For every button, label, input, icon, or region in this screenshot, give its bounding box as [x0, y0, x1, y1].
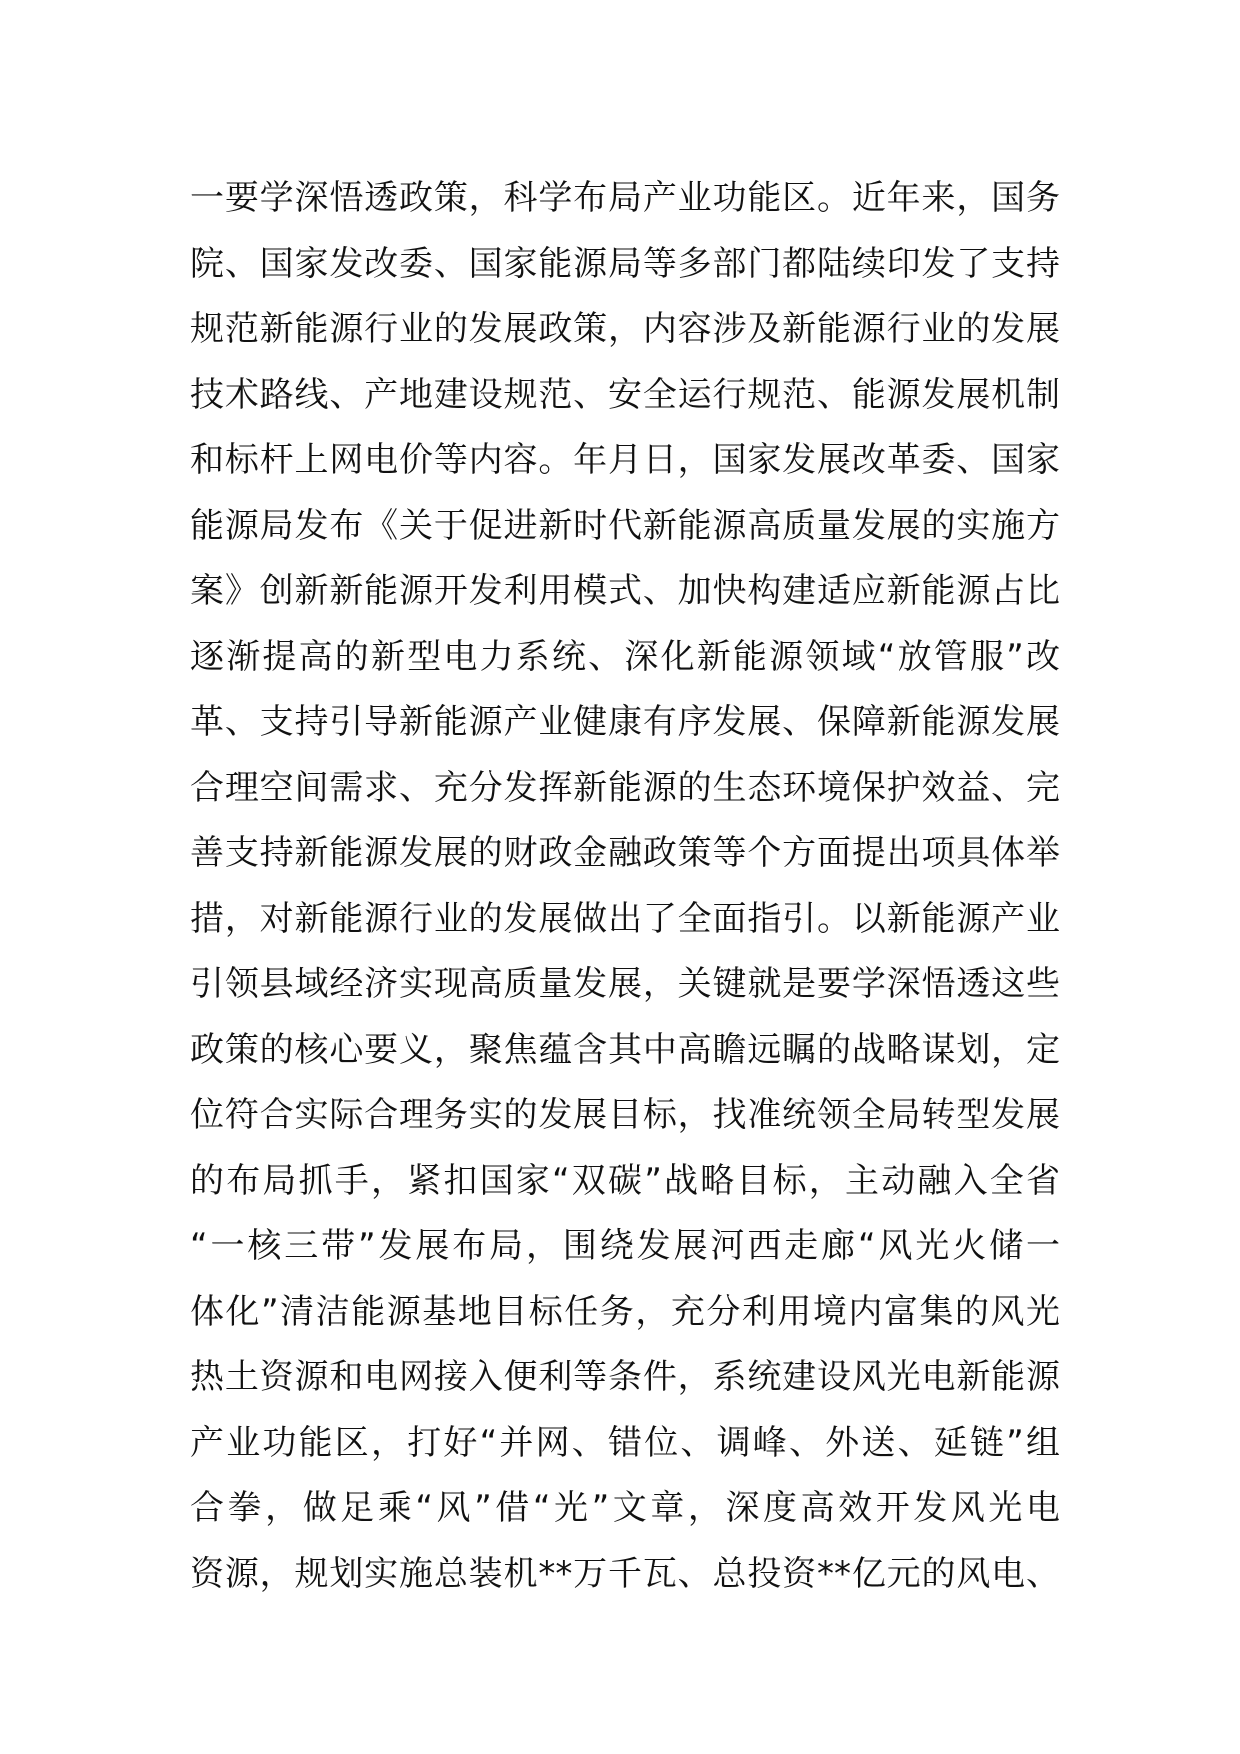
text-line-7: 案》创新新能源开发利用模式、加快构建适应新能源占比 — [190, 571, 1060, 611]
text-line-6: 能源局发布《关于促进新时代新能源高质量发展的实施方 — [190, 505, 1060, 546]
text-line-12: 措，对新能源行业的发展做出了全面指引。以新能源产业 — [190, 898, 1060, 939]
text-line-22: 资源，规划实施总装机**万千瓦、总投资**亿元的风电、 — [190, 1553, 1060, 1594]
text-line-18: 体化”清洁能源基地目标任务，充分利用境内富集的风光 — [190, 1291, 1060, 1332]
body-paragraph — [190, 166, 1060, 1607]
text-line-11: 善支持新能源发展的财政金融政策等个方面提出项具体举 — [190, 833, 1060, 873]
text-line-3: 规范新能源行业的发展政策，内容涉及新能源行业的发展 — [190, 309, 1060, 349]
text-line-8: 逐渐提高的新型电力系统、深化新能源领域“放管服”改 — [190, 636, 1060, 677]
text-line-17: “一核三带”发展布局，围绕发展河西走廊“风光火储一 — [190, 1226, 1060, 1266]
text-line-16: 的布局抓手，紧扣国家“双碳”战略目标，主动融入全省 — [190, 1160, 1060, 1201]
text-line-15: 位符合实际合理务实的发展目标，找准统领全局转型发展 — [190, 1095, 1060, 1135]
text-line-1: 一要学深悟透政策，科学布局产业功能区。近年来，国务 — [190, 178, 1060, 218]
text-line-5: 和标杆上网电价等内容。年月日，国家发展改革委、国家 — [190, 440, 1060, 480]
text-line-19: 热土资源和电网接入便利等条件，系统建设风光电新能源 — [190, 1357, 1060, 1397]
text-line-20: 产业功能区，打好“并网、错位、调峰、外送、延链”组 — [190, 1422, 1060, 1463]
text-line-14: 政策的核心要义，聚焦蕴含其中高瞻远瞩的战略谋划，定 — [190, 1029, 1060, 1070]
text-line-10: 合理空间需求、充分发挥新能源的生态环境保护效益、完 — [190, 767, 1060, 808]
text-line-4: 技术路线、产地建设规范、安全运行规范、能源发展机制 — [190, 374, 1060, 415]
text-line-9: 革、支持引导新能源产业健康有序发展、保障新能源发展 — [190, 702, 1060, 742]
text-line-2: 院、国家发改委、国家能源局等多部门都陆续印发了支持 — [190, 243, 1060, 284]
text-line-13: 引领县域经济实现高质量发展，关键就是要学深悟透这些 — [190, 964, 1060, 1004]
text-line-21: 合拳，做足乘“风”借“光”文章，深度高效开发风光电 — [190, 1488, 1060, 1528]
